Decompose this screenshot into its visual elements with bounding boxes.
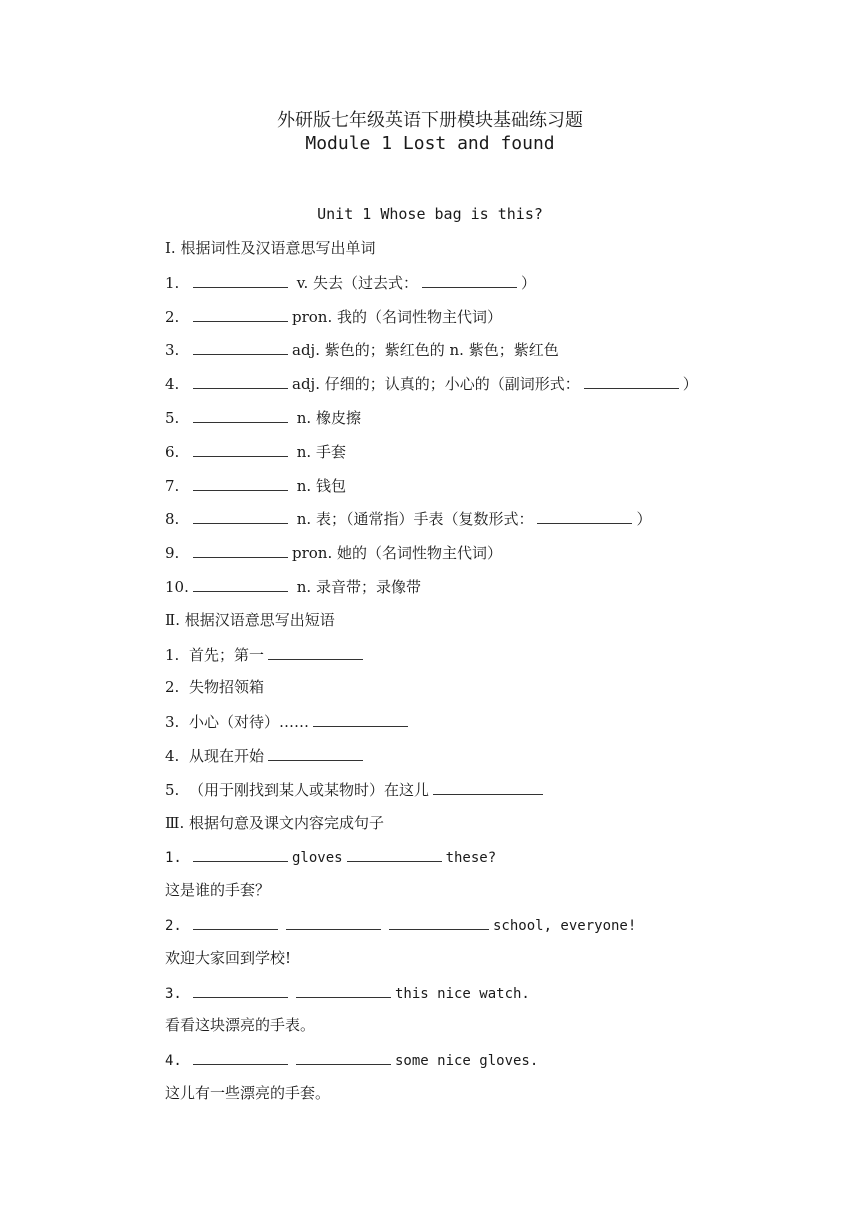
word-item <box>165 270 825 304</box>
item-number: 1. <box>165 850 182 867</box>
item-text: adj. 仔细的；认真的；小心的（副词形式： <box>292 375 580 394</box>
phrase-item <box>165 743 825 777</box>
answer-blank[interactable] <box>433 777 543 795</box>
item-text: n. 橡皮擦 <box>292 408 361 427</box>
sentence-item <box>165 1047 825 1081</box>
answer-blank[interactable] <box>193 540 288 558</box>
item-text: pron. 她的（名词性物主代词） <box>292 544 503 563</box>
answer-blank[interactable] <box>268 743 363 761</box>
item-text: 首先；第一 <box>189 645 265 664</box>
item-number: 2. <box>165 307 180 326</box>
sentence-end: school, everyone! <box>493 917 637 934</box>
module-title: Module 1 Lost and found <box>305 133 555 154</box>
word-item <box>165 506 825 540</box>
item-number: 5. <box>165 408 180 427</box>
document-title: 外研版七年级英语下册模块基础练习题 <box>277 110 583 131</box>
word-item <box>165 304 825 338</box>
item-tail: ） <box>521 273 537 292</box>
word-item <box>165 473 825 507</box>
item-number: 3. <box>165 341 180 360</box>
unit-title: Unit 1 Whose bag is this? <box>317 205 543 223</box>
item-text: n. 钱包 <box>292 476 346 495</box>
answer-blank[interactable] <box>313 709 408 727</box>
sentence-end: some nice gloves. <box>395 1053 539 1070</box>
phrase-item <box>165 642 825 676</box>
item-text: 失物招领箱 <box>189 678 265 697</box>
answer-blank[interactable] <box>389 912 489 930</box>
sentence-end: this nice watch. <box>395 985 530 1002</box>
sentence-item <box>165 912 825 946</box>
item-text: 从现在开始 <box>189 746 265 765</box>
word-item <box>165 439 825 473</box>
item-number: 1. <box>165 645 180 664</box>
item-text: pron. 我的（名词性物主代词） <box>292 307 503 326</box>
item-tail: ） <box>636 510 652 529</box>
section-heading: Ⅲ. 根据句意及课文内容完成句子 <box>165 813 385 832</box>
item-number: 6. <box>165 442 180 461</box>
answer-blank[interactable] <box>193 980 288 998</box>
word-item <box>165 371 825 405</box>
item-number: 9. <box>165 544 180 563</box>
answer-blank[interactable] <box>193 337 288 355</box>
answer-blank[interactable] <box>193 506 288 524</box>
answer-blank[interactable] <box>422 270 517 288</box>
answer-blank[interactable] <box>286 912 381 930</box>
answer-blank[interactable] <box>193 439 288 457</box>
item-number: 8. <box>165 510 180 529</box>
item-number: 3. <box>165 985 182 1002</box>
answer-blank[interactable] <box>584 371 679 389</box>
item-number: 2. <box>165 917 182 934</box>
exercise-content <box>165 236 825 1115</box>
answer-blank[interactable] <box>537 506 632 524</box>
item-text: n. 表；（通常指）手表（复数形式： <box>292 510 534 529</box>
phrase-item <box>165 675 825 709</box>
item-number: 5. <box>165 780 180 799</box>
answer-blank[interactable] <box>193 574 288 592</box>
word-item <box>165 540 825 574</box>
item-number: 10. <box>165 577 189 596</box>
item-number: 1. <box>165 273 180 292</box>
answer-blank[interactable] <box>347 844 442 862</box>
word-item <box>165 337 825 371</box>
sentence-translation: 这是谁的手套？ <box>165 881 271 900</box>
answer-blank[interactable] <box>296 1047 391 1065</box>
phrase-item <box>165 777 825 811</box>
answer-blank[interactable] <box>193 912 278 930</box>
item-text: n. 录音带；录像带 <box>292 577 421 596</box>
sentence-end: these? <box>445 850 497 867</box>
item-number: 3. <box>165 713 180 732</box>
sentence-translation: 这儿有一些漂亮的手套。 <box>165 1083 331 1102</box>
item-number: 4. <box>165 746 180 765</box>
item-text: （用于刚找到某人或某物时）在这儿 <box>189 780 430 799</box>
answer-blank[interactable] <box>193 1047 288 1065</box>
answer-blank[interactable] <box>193 270 288 288</box>
item-number: 4. <box>165 1053 182 1070</box>
word-item <box>165 574 825 608</box>
sentence-translation: 欢迎大家回到学校! <box>165 948 292 967</box>
answer-blank[interactable] <box>193 473 288 491</box>
sentence-item <box>165 844 825 878</box>
answer-blank[interactable] <box>296 980 391 998</box>
sentence-translation: 看看这块漂亮的手表。 <box>165 1016 316 1035</box>
sentence-word: gloves <box>292 850 343 867</box>
answer-blank[interactable] <box>268 642 363 660</box>
section-heading: Ⅰ. 根据词性及汉语意思写出单词 <box>165 239 376 257</box>
item-text: v. 失去（过去式： <box>292 273 418 292</box>
answer-blank[interactable] <box>193 405 288 423</box>
word-item <box>165 405 825 439</box>
item-number: 4. <box>165 375 180 394</box>
answer-blank[interactable] <box>193 371 288 389</box>
item-text: adj. 紫色的；紫红色的 n. 紫色；紫红色 <box>292 341 559 360</box>
item-tail: ） <box>682 375 698 394</box>
section-heading: Ⅱ. 根据汉语意思写出短语 <box>165 610 335 629</box>
answer-blank[interactable] <box>193 844 288 862</box>
item-text: 小心（对待）…… <box>189 713 310 732</box>
answer-blank[interactable] <box>193 304 288 322</box>
sentence-item <box>165 980 825 1014</box>
item-number: 7. <box>165 476 180 495</box>
item-number: 2. <box>165 678 180 697</box>
phrase-item <box>165 709 825 743</box>
item-text: n. 手套 <box>292 442 346 461</box>
